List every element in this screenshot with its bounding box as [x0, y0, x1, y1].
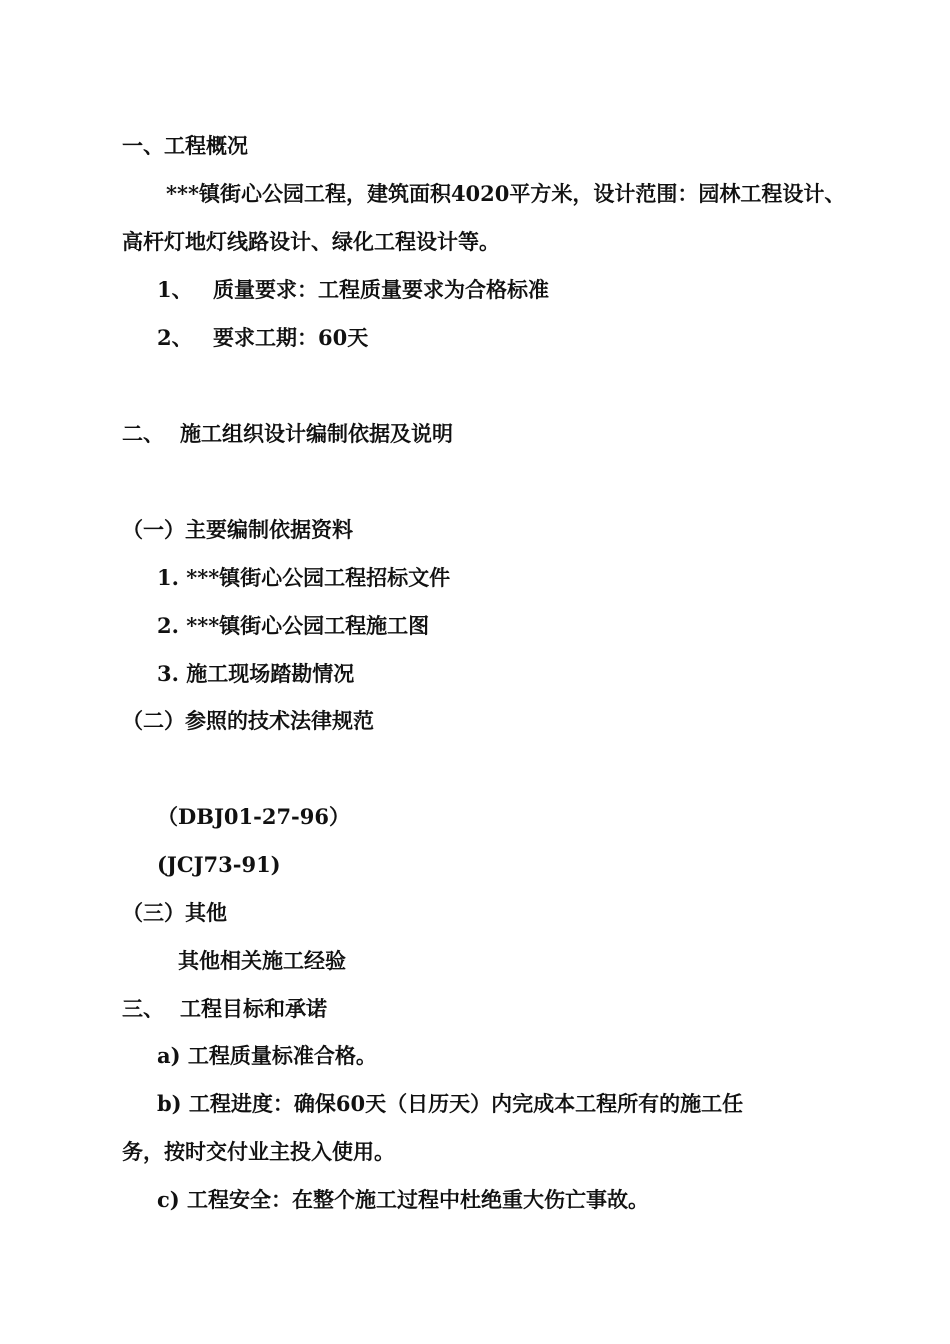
basis-item-1: 1. ***镇街心公园工程招标文件 [157, 565, 451, 590]
section-1-heading: 一、工程概况 [122, 133, 248, 158]
requirement-item-1-text: 质量要求：工程质量要求为合格标准 [213, 277, 549, 302]
section-2-heading [122, 421, 453, 447]
requirement-item-2 [157, 325, 368, 351]
basis-item-2: 2. ***镇街心公园工程施工图 [157, 613, 430, 638]
goal-item-a: a) 工程质量标准合格。 [157, 1043, 377, 1068]
requirement-item-1 [157, 277, 549, 303]
goal-item-b-line-1: b) 工程进度：确保60天（日历天）内完成本工程所有的施工任 [157, 1091, 744, 1116]
section-3-heading-number: 三、 [122, 996, 164, 1021]
requirement-item-2-text: 要求工期：60天 [213, 325, 369, 350]
section-1-paragraph-line-2: 高杆灯地灯线路设计、绿化工程设计等。 [122, 229, 500, 254]
section-1-paragraph-line-1: ***镇街心公园工程，建筑面积4020平方米，设计范围：园林工程设计、 [166, 181, 846, 206]
section-3-heading [122, 996, 327, 1022]
subsection-3-heading: （三）其他 [122, 900, 227, 925]
section-3-heading-text: 工程目标和承诺 [180, 996, 327, 1021]
standard-code-2: (JCJ73-91) [157, 852, 281, 877]
basis-item-3: 3. 施工现场踏勘情况 [157, 661, 355, 686]
goal-item-b-line-2: 务，按时交付业主投入使用。 [122, 1139, 395, 1164]
requirement-item-1-number: 1、 [157, 277, 193, 302]
subsection-2-heading: （二）参照的技术法律规范 [122, 708, 374, 733]
section-2-heading-text: 施工组织设计编制依据及说明 [180, 421, 453, 446]
standard-code-1: （DBJ01-27-96） [157, 804, 350, 829]
subsection-1-heading: （一）主要编制依据资料 [122, 517, 353, 542]
other-experience-text: 其他相关施工经验 [178, 948, 346, 973]
goal-item-c: c) 工程安全：在整个施工过程中杜绝重大伤亡事故。 [157, 1187, 650, 1212]
requirement-item-2-number: 2、 [157, 325, 193, 350]
section-2-heading-number: 二、 [122, 421, 164, 446]
